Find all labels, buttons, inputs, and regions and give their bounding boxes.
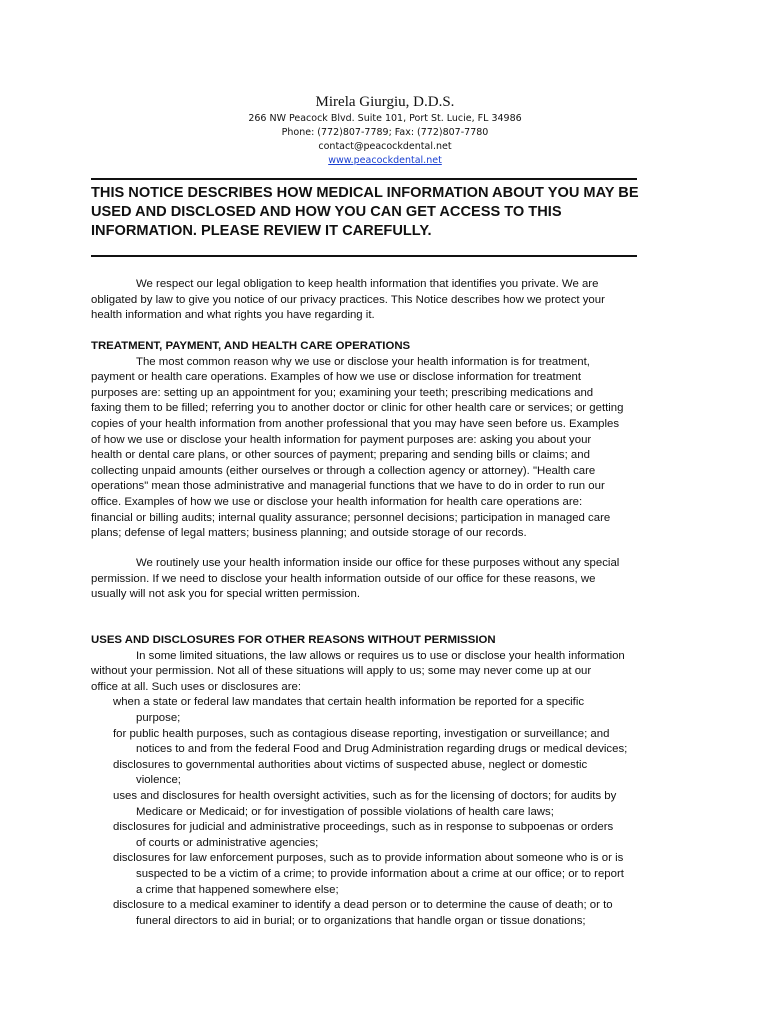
notice-line: INFORMATION. PLEASE REVIEW IT CAREFULLY. — [91, 223, 432, 239]
section-without-permission — [91, 633, 691, 929]
bottom-divider — [91, 255, 637, 257]
contact-email: contact@peacockdental.net — [318, 141, 452, 152]
text-line: We routinely use your health information inside our office for these purposes without any special — [136, 557, 620, 569]
notice-line: THIS NOTICE DESCRIBES HOW MEDICAL INFORMATION ABOUT YOU MAY BE — [91, 185, 639, 201]
text-line: collecting unpaid amounts (either ourselves or through a collection agency or attorney). "Health care — [91, 464, 596, 477]
routine-use-paragraph — [91, 556, 691, 603]
text-line: office. Examples of how we use or disclose your health information for health care operations are: — [91, 495, 583, 508]
list-item: disclosure to a medical examiner to identify a dead person or to determine the cause of death; or to — [113, 899, 613, 912]
list-item-continuation: notices to and from the federal Food and Drug Administration regarding drugs or medical devices; — [136, 743, 628, 756]
doctor-name: Mirela Giurgiu, D.D.S. — [315, 94, 455, 110]
notice-line: USED AND DISCLOSED AND HOW YOU CAN GET ACCESS TO THIS — [91, 204, 562, 220]
text-line: We respect our legal obligation to keep health information that identifies you private. We are — [136, 278, 599, 290]
list-item-continuation: Medicare or Medicaid; or for investigation of possible violations of health care laws; — [136, 805, 554, 818]
list-item-continuation: violence; — [136, 774, 181, 787]
text-line: purposes are: setting up an appointment for you; examining your teeth; prescribing medications and — [91, 386, 594, 399]
text-line: health information and what rights you have regarding it. — [91, 309, 375, 322]
list-item: disclosures to governmental authorities about victims of suspected abuse, neglect or domestic — [113, 758, 588, 771]
office-address: 266 NW Peacock Blvd. Suite 101, Port St. Lucie, FL 34986 — [248, 113, 522, 124]
text-line: office at all. Such uses or disclosures are: — [91, 680, 301, 693]
list-item-continuation: a crime that happened somewhere else; — [136, 883, 339, 896]
section-treatment — [91, 339, 691, 542]
text-line: without your permission. Not all of these situations will apply to us; some may never come up at our — [91, 665, 592, 678]
list-item: when a state or federal law mandates that certain health information be reported for a specific — [113, 696, 585, 709]
text-line: operations" mean those administrative and managerial functions that we have to do in order to run our — [91, 480, 605, 493]
phone-fax: Phone: (772)807-7789; Fax: (772)807-7780 — [281, 127, 489, 138]
top-divider — [91, 178, 637, 180]
text-line: usually will not ask you for special written permission. — [91, 588, 361, 601]
text-line: permission. If we need to disclose your health information outside of our office for these reasons, we — [91, 572, 596, 585]
text-line: The most common reason why we use or disclose your health information is for treatment, — [136, 355, 590, 368]
text-line: faxing them to be filled; referring you to another doctor or clinic for other health care or services; or getting — [91, 402, 624, 415]
website-link[interactable]: www.peacockdental.net — [328, 155, 442, 166]
text-line: financial or billing audits; internal quality assurance; personnel decisions; participation in managed care — [91, 511, 611, 524]
text-line: copies of your health information from another professional that you may have seen before us. Examples — [91, 417, 620, 430]
text-line: plans; defense of legal matters; business planning; and outside storage of our records. — [91, 527, 527, 540]
list-item-continuation: suspected to be a victim of a crime; to provide information about a crime at our office; or to report — [136, 867, 624, 880]
list-item: uses and disclosures for health oversight activities, such as for the licensing of doctors; for audits by — [113, 789, 617, 802]
text-line: obligated by law to give you notice of our privacy practices. This Notice describes how we protect your — [91, 293, 605, 306]
text-line: of how we use or disclose your health information for payment purposes are: asking you about your — [91, 433, 592, 446]
section-heading: TREATMENT, PAYMENT, AND HEALTH CARE OPERATIONS — [91, 340, 411, 352]
list-item-continuation: of courts or administrative agencies; — [136, 836, 319, 849]
list-item-continuation: funeral directors to aid in burial; or to organizations that handle organ or tissue donations; — [136, 914, 586, 927]
list-item: for public health purposes, such as contagious disease reporting, investigation or surveillance; and — [113, 727, 610, 740]
intro-paragraph — [91, 277, 691, 324]
text-line: In some limited situations, the law allows or requires us to use or disclose your health information — [136, 649, 625, 662]
website-row — [0, 154, 770, 168]
text-line: payment or health care operations. Examples of how we use or disclose information for treatment — [91, 371, 582, 384]
list-item: disclosures for judicial and administrative proceedings, such as in response to subpoenas or orders — [113, 821, 614, 834]
list-item: disclosures for law enforcement purposes, such as to provide information about someone who is or is — [113, 852, 624, 865]
text-line: health or dental care plans, or other sources of payment; preparing and sending bills or claims; and — [91, 449, 590, 462]
section-heading: USES AND DISCLOSURES FOR OTHER REASONS WITHOUT PERMISSION — [91, 634, 496, 646]
list-item-continuation: purpose; — [136, 711, 181, 724]
notice-banner — [91, 184, 691, 241]
